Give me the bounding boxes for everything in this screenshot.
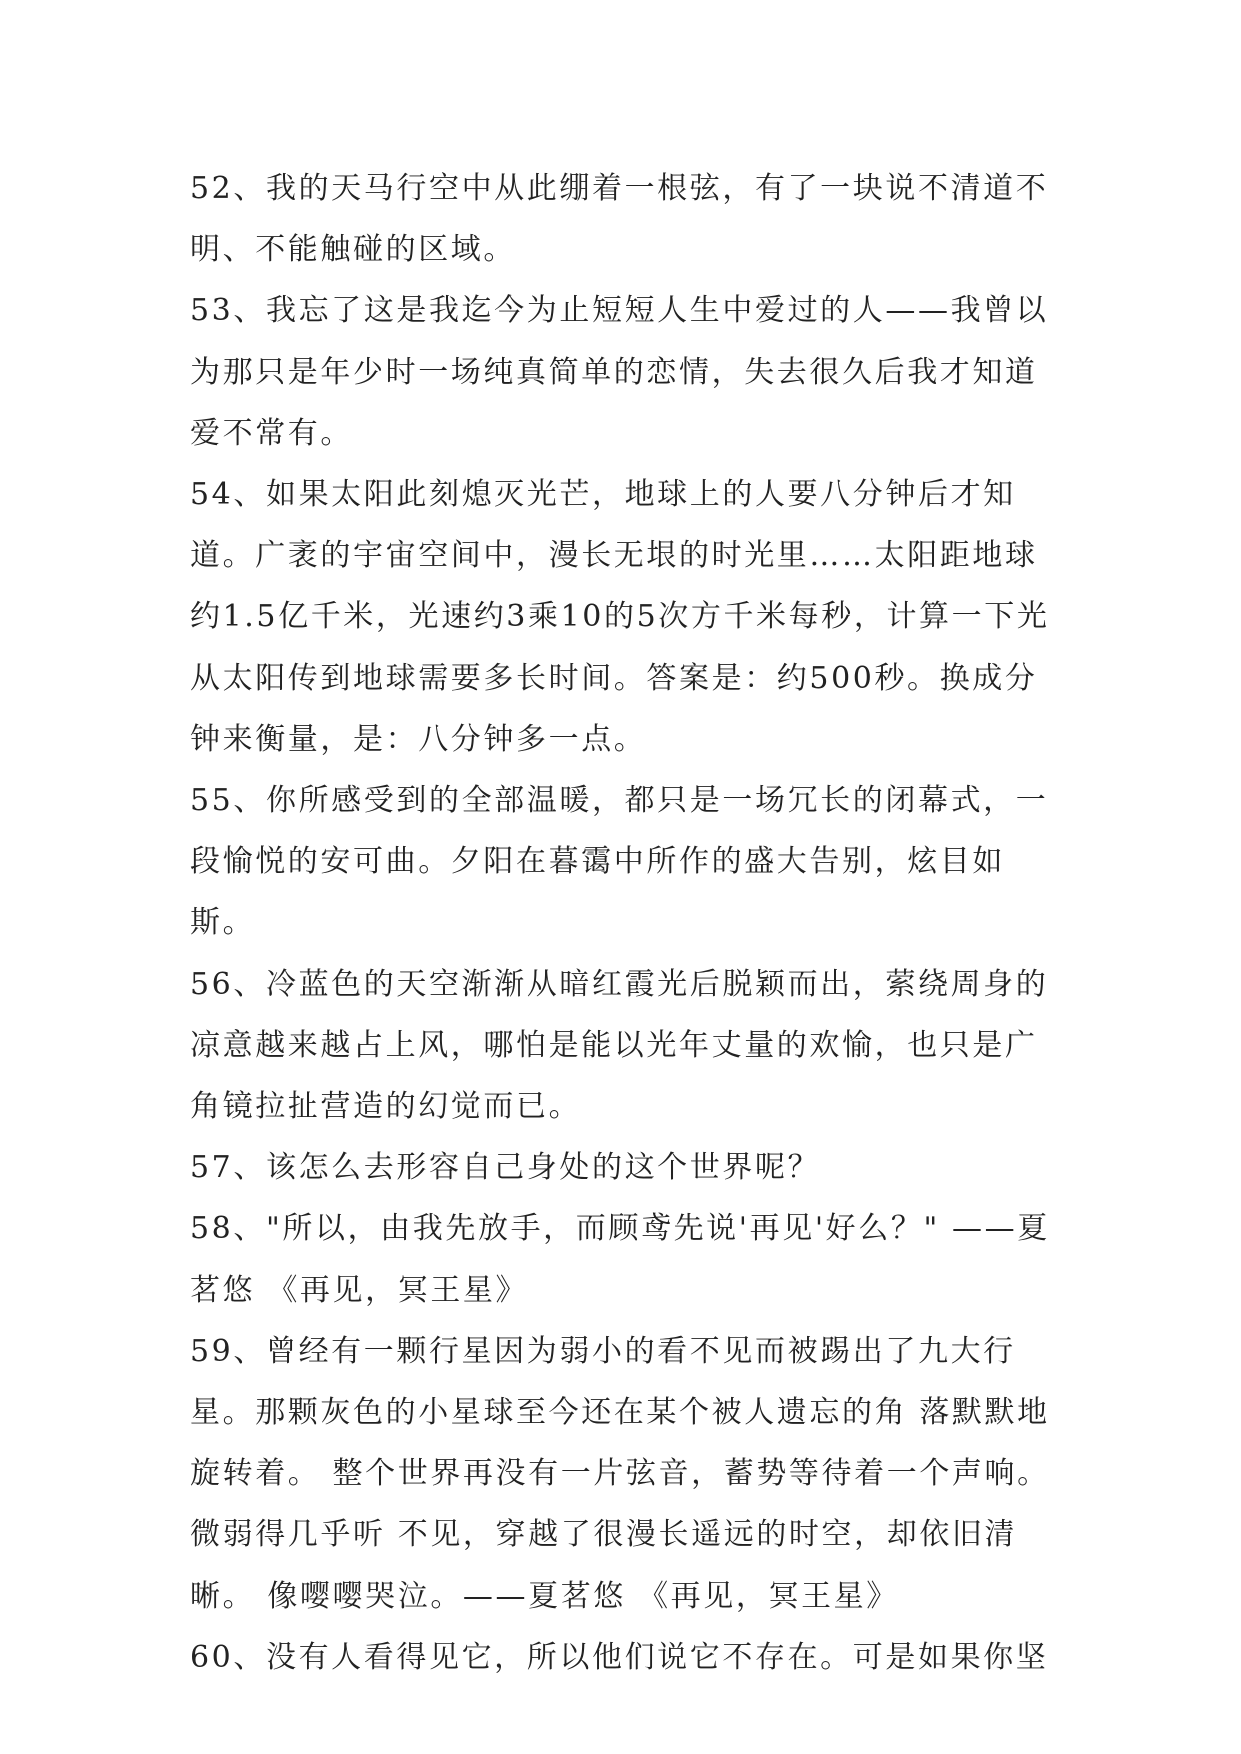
paragraph-58: 58、"所以，由我先放手，而顾鸢先说'再见'好么？" ——夏茗悠 《再见，冥王星》 <box>190 1211 1050 1308</box>
paragraph-53: 53、我忘了这是我迄今为止短短人生中爱过的人——我曾以为那只是年少时一场纯真简单的恋情，失去很久后我才知道爱不常有。 <box>190 293 1049 451</box>
document-body <box>190 158 1060 1688</box>
paragraph-55: 55、你所感受到的全部温暖，都只是一场冗长的闭幕式，一段愉悦的安可曲。夕阳在暮霭中所作的盛大告别，炫目如斯。 <box>190 783 1049 941</box>
paragraph-57: 57、该怎么去形容自己身处的这个世界呢？ <box>190 1150 821 1186</box>
paragraph-60: 60、没有人看得见它，所以他们说它不存在。可是如果你坚 <box>190 1639 1049 1675</box>
paragraph-52: 52、我的天马行空中从此绷着一根弦，有了一块说不清道不明、不能触碰的区域。 <box>190 171 1049 268</box>
paragraph-54: 54、如果太阳此刻熄灭光芒，地球上的人要八分钟后才知道。广袤的宇宙空间中，漫长无垠的时光里……太阳距地球约1.5亿千米，光速约3乘10的5次方千米每秒，计算一下光从太阳传到地球需要多长时间。答案是：约500秒。换成分钟来衡量，是：八分钟多一点。 <box>190 477 1050 757</box>
paragraph-56: 56、冷蓝色的天空渐渐从暗红霞光后脱颖而出，萦绕周身的凉意越来越占上风，哪怕是能以光年丈量的欢愉，也只是广角镜拉扯营造的幻觉而已。 <box>190 966 1049 1125</box>
paragraph-59: 59、曾经有一颗行星因为弱小的看不见而被踢出了九大行星。那颗灰色的小星球至今还在某个被人遗忘的角 落默默地旋转着。 整个世界再没有一片弦音，蓄势等待着一个声响。微弱得几乎听 不见，穿越了很漫长遥远的时空，却依旧清晰。 像嘤嘤哭泣。——夏茗悠 《再见，冥王星》 <box>190 1333 1050 1614</box>
